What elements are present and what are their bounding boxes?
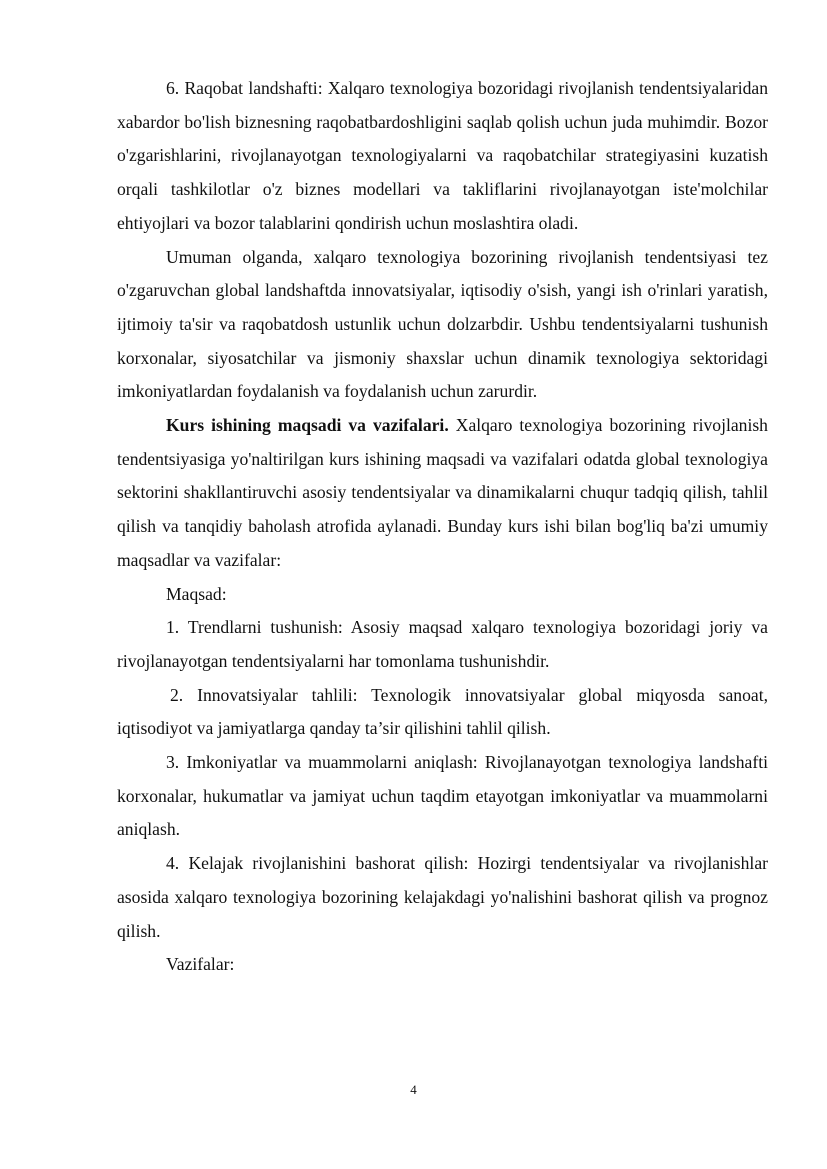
paragraph-goal-3	[117, 746, 768, 847]
page-body	[117, 72, 768, 982]
paragraph-course-goals	[117, 409, 768, 578]
paragraph-text: 2. Innovatsiyalar tahlili: Texnologik innovatsiyalar global miqyosda sanoat, iqtisodiyot va jamiyatlarga qanday ta’sir qilishini tahlil qilish.	[117, 684, 768, 739]
paragraph-goal-2	[117, 679, 768, 746]
paragraph-summary	[117, 241, 768, 410]
paragraph-goal-label	[117, 578, 768, 612]
paragraph-text: 6. Raqobat landshafti: Xalqaro texnologiya bozoridagi rivojlanish tendentsiyalaridan xabardor bo'lish biznesning raqobatbardoshligini saqlab qolish uchun juda muhimdir. Bozor o'zgarishlarini, rivojlanayotgan texnologiyalarni va raqobatchilar strategiyasini kuzatish orqali tashkilotlar o'z biznes modellari va takliflarini rivojlanayotgan iste'molchilar ehtiyojlari va bozor talablarini qondirish uchun moslashtira oladi.	[117, 78, 768, 233]
paragraph-text: Umuman olganda, xalqaro texnologiya bozorining rivojlanish tendentsiyasi tez o'zgaruvchan global landshaftda innovatsiyalar, iqtisodiy o'sish, yangi ish o'rinlari yaratish, ijtimoiy ta'sir va raqobatdosh ustunlik uchun dolzarbdir. Ushbu tendentsiyalarni tushunish korxonalar, siyosatchilar va jismoniy shaxslar uchun dinamik texnologiya sektoridagi imkoniyatlardan foydalanish va foydalanish uchun zarurdir.	[117, 246, 768, 402]
paragraph-text: Vazifalar:	[166, 954, 235, 975]
paragraph-competitive-landscape	[117, 72, 768, 241]
page-number: 4	[410, 1082, 417, 1097]
paragraph-text: 3. Imkoniyatlar va muammolarni aniqlash: Rivojlanayotgan texnologiya landshafti korxonalar, hukumatlar va jamiyat uchun taqdim etayotgan imkoniyatlar va muammolarni aniqlash.	[117, 752, 768, 840]
paragraph-tasks-label	[117, 948, 768, 982]
section-heading: Kurs ishining maqsadi va vazifalari.	[166, 415, 449, 436]
paragraph-goal-4	[117, 847, 768, 948]
paragraph-text: 4. Kelajak rivojlanishini bashorat qilish: Hozirgi tendentsiyalar va rivojlanishlar asosida xalqaro texnologiya bozorining kelajakdagi yo'nalishini bashorat qilish va prognoz qilish.	[117, 853, 768, 941]
paragraph-text: 1. Trendlarni tushunish: Asosiy maqsad xalqaro texnologiya bozoridagi joriy va rivojlanayotgan tendentsiyalarni har tomonlama tushunishdir.	[117, 617, 768, 671]
paragraph-text: Xalqaro texnologiya bozorining rivojlanish tendentsiyasiga yo'naltirilgan kurs ishining maqsadi va vazifalari odatda global texnologiya sektorini shakllantiruvchi asosiy tendentsiyalar va dinamikalarni chuqur tadqiq qilish, tahlil qilish va tanqidiy baholash atrofida aylanadi. Bunday kurs ishi bilan bog'liq ba'zi umumiy maqsadlar va vazifalar:	[117, 415, 768, 570]
paragraph-text: Maqsad:	[166, 583, 227, 604]
paragraph-goal-1	[117, 611, 768, 678]
